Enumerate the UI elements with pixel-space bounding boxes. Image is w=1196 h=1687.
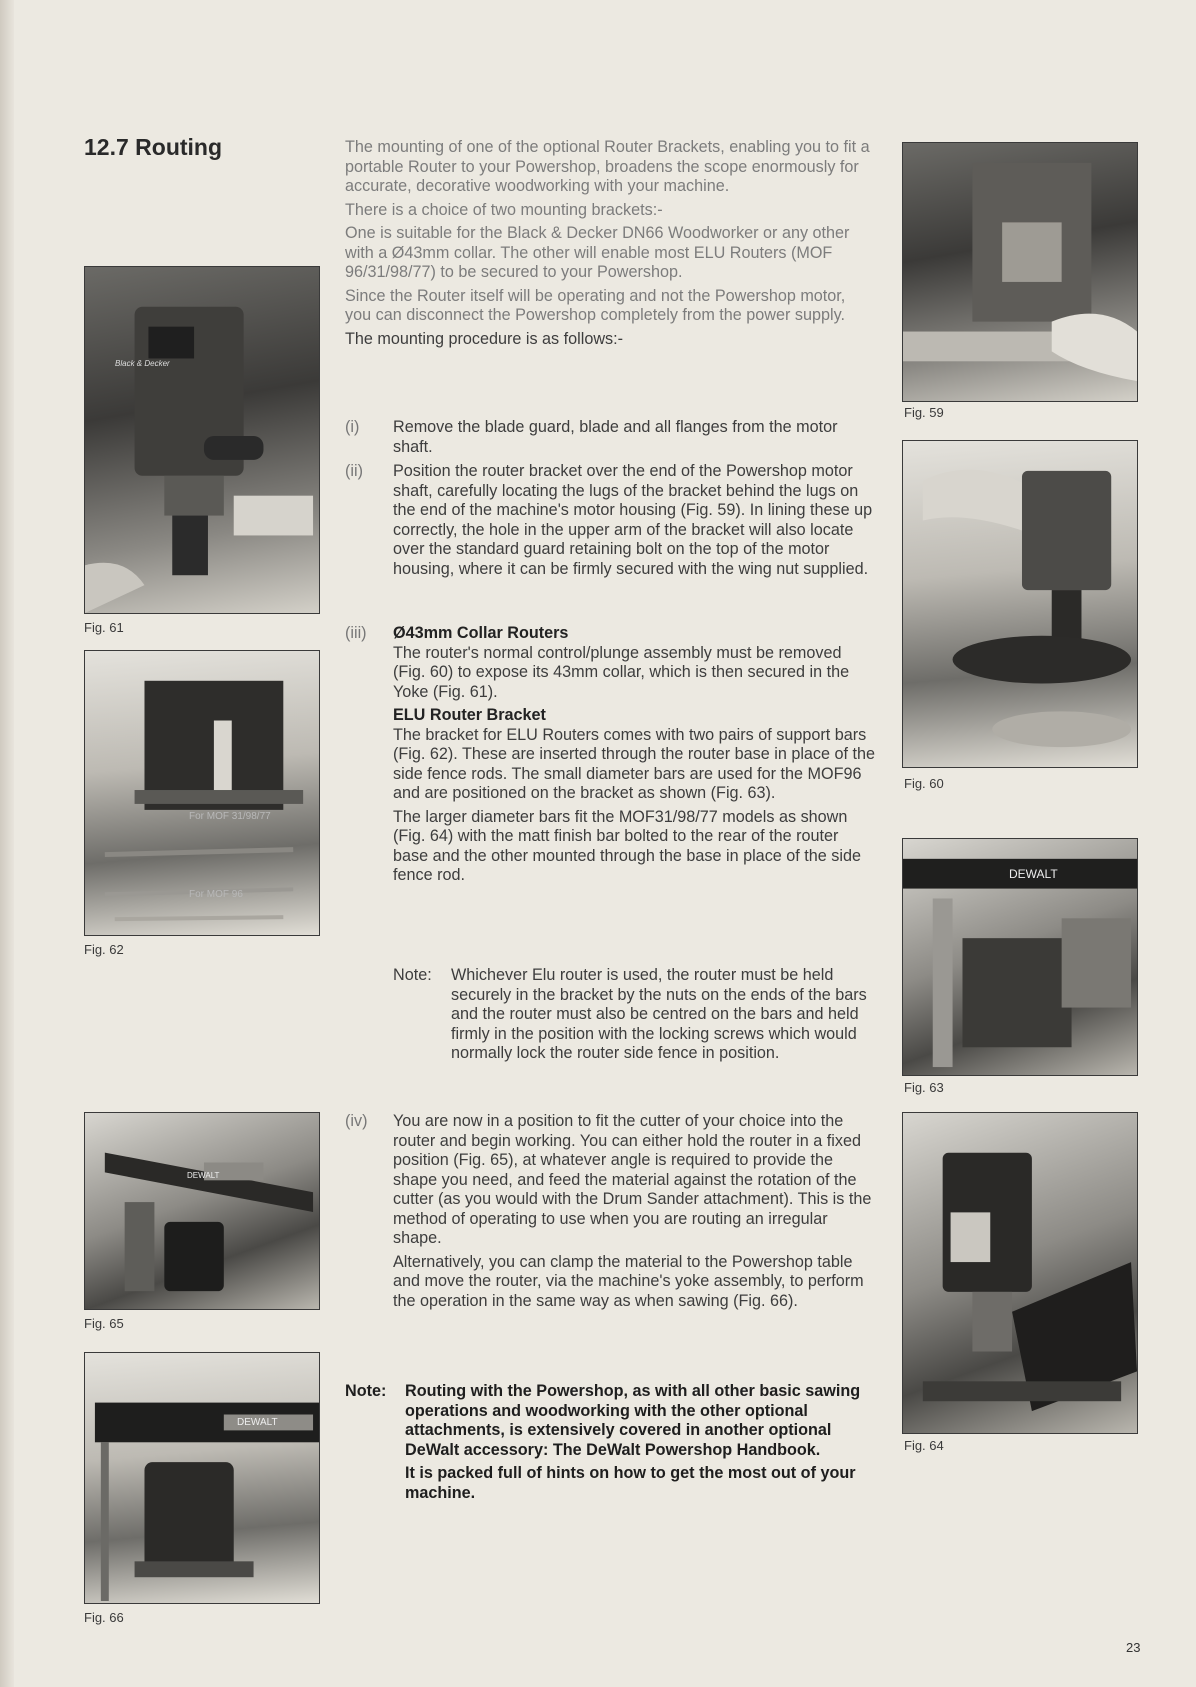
- fig66-brand-label: DEWALT: [237, 1417, 278, 1428]
- step-3-text-3: The larger diameter bars fit the MOF31/98/77 models as shown (Fig. 64) with the matt finish bar bolted to the rear of the router base and the other mounted through the base in place of the side fence rod.: [393, 807, 861, 884]
- note-2: [345, 1382, 875, 1507]
- intro-paragraph-3: One is suitable for the Black & Decker DN66 Woodworker or any other with a Ø43mm collar. The other will enable most ELU Routers (MOF 96/31/98/77) to be secured to your Powershop.: [345, 224, 850, 281]
- fig63-caption: Fig. 63: [904, 1080, 944, 1095]
- step-3-text: The router's normal control/plunge assembly must be removed (Fig. 60) to expose its 43mm collar, which is then secured in the Yoke (Fig. 61).: [393, 643, 850, 701]
- fig64-photo: [902, 1112, 1138, 1434]
- fig62-caption: Fig. 62: [84, 942, 124, 957]
- fig65-brand-label: DEWALT: [187, 1171, 220, 1180]
- fig65-photo: [84, 1112, 320, 1310]
- fig61-caption: Fig. 61: [84, 620, 124, 635]
- fig65-caption: Fig. 65: [84, 1316, 124, 1331]
- note-2-text: Routing with the Powershop, as with all other basic sawing operations and woodworking with the other optional attachments, is extensively covered in another optional DeWalt accessory: The DeWalt Powershop Handbook.: [405, 1382, 861, 1459]
- step-1-number: (i): [345, 418, 360, 436]
- fig59-photo: [902, 142, 1138, 402]
- fig66-photo: [84, 1352, 320, 1604]
- fig66-caption: Fig. 66: [84, 1610, 124, 1625]
- fig62-bottom-label: For MOF 96: [189, 889, 243, 900]
- step-1-text: Remove the blade guard, blade and all flanges from the motor shaft.: [393, 418, 838, 456]
- note-2-label: Note:: [345, 1382, 387, 1400]
- step-4-number: (iv): [345, 1112, 368, 1130]
- step-3-number: (iii): [345, 624, 367, 642]
- intro-text: [345, 138, 875, 353]
- step-2: [345, 462, 875, 579]
- fig60-caption: Fig. 60: [904, 776, 944, 791]
- note-2-text-2: It is packed full of hints on how to get the most out of your machine.: [405, 1464, 856, 1502]
- fig63-photo: [902, 838, 1138, 1076]
- step-3-subhead: Ø43mm Collar Routers: [393, 624, 569, 642]
- fig62-photo: [84, 650, 320, 936]
- step-4-text-2: Alternatively, you can clamp the material to the Powershop table and move the router, via the machine's yoke assembly, to perform the operation in the same way as when sawing (Fig. 66).: [393, 1252, 864, 1310]
- step-3-subhead-2: ELU Router Bracket: [393, 706, 546, 724]
- intro-paragraph-5: The mounting procedure is as follows:-: [345, 329, 624, 348]
- step-2-text: Position the router bracket over the end of the Powershop motor shaft, carefully locating the lugs of the bracket behind the lugs on the end of the machine's motor housing (Fig. 59). In lining these up correctly, the hole in the upper arm of the bracket will also locate over the standard guard retaining bolt on the top of the motor housing, where it can be firmly secured with the wing nut supplied.: [393, 462, 873, 578]
- fig63-brand-label: DEWALT: [1009, 867, 1058, 881]
- note-1-text: Whichever Elu router is used, the router must be held securely in the bracket by the nuts on the ends of the bars and the router must also be centred on the bars and held firmly in the position with the locking screws which would normally lock the router side fence in position.: [451, 966, 867, 1062]
- page-number: 23: [1126, 1640, 1141, 1655]
- step-3: [345, 624, 875, 886]
- fig64-caption: Fig. 64: [904, 1438, 944, 1453]
- step-2-number: (ii): [345, 462, 363, 480]
- fig62-top-label: For MOF 31/98/77: [189, 811, 271, 822]
- fig61-brand-label: Black & Decker: [115, 359, 170, 368]
- page-edge: [0, 0, 14, 1687]
- fig59-caption: Fig. 59: [904, 405, 944, 420]
- note-1: [393, 966, 873, 1064]
- step-3-text-2: The bracket for ELU Routers comes with two pairs of support bars (Fig. 62). These are inserted through the router base in place of the side fence rods. The small diameter bars are used for the MOF96 and are positioned on the bracket as shown (Fig. 63).: [393, 725, 876, 802]
- fig60-photo: [902, 440, 1138, 768]
- step-1: [345, 418, 875, 457]
- fig61-photo: [84, 266, 320, 614]
- intro-paragraph-4: Since the Router itself will be operating and not the Powershop motor, you can disconnect the Powershop completely from the power supply.: [345, 286, 846, 324]
- step-4-text: You are now in a position to fit the cutter of your choice into the router and begin working. You can either hold the router in a fixed position (Fig. 65), at whatever angle is required to provide the shape you need, and feed the material against the rotation of the cutter (as you would with the Drum Sander attachment). This is the method of operating to use when you are routing an irregular shape.: [393, 1112, 872, 1247]
- intro-paragraph-1: The mounting of one of the optional Router Brackets, enabling you to fit a portable Router to your Powershop, broadens the scope enormously for accurate, decorative woodworking with your machine.: [345, 138, 870, 195]
- note-1-label: Note:: [393, 966, 432, 984]
- intro-paragraph-2: There is a choice of two mounting brackets:-: [345, 200, 663, 219]
- section-heading: 12.7 Routing: [84, 134, 223, 160]
- step-4: [345, 1112, 875, 1311]
